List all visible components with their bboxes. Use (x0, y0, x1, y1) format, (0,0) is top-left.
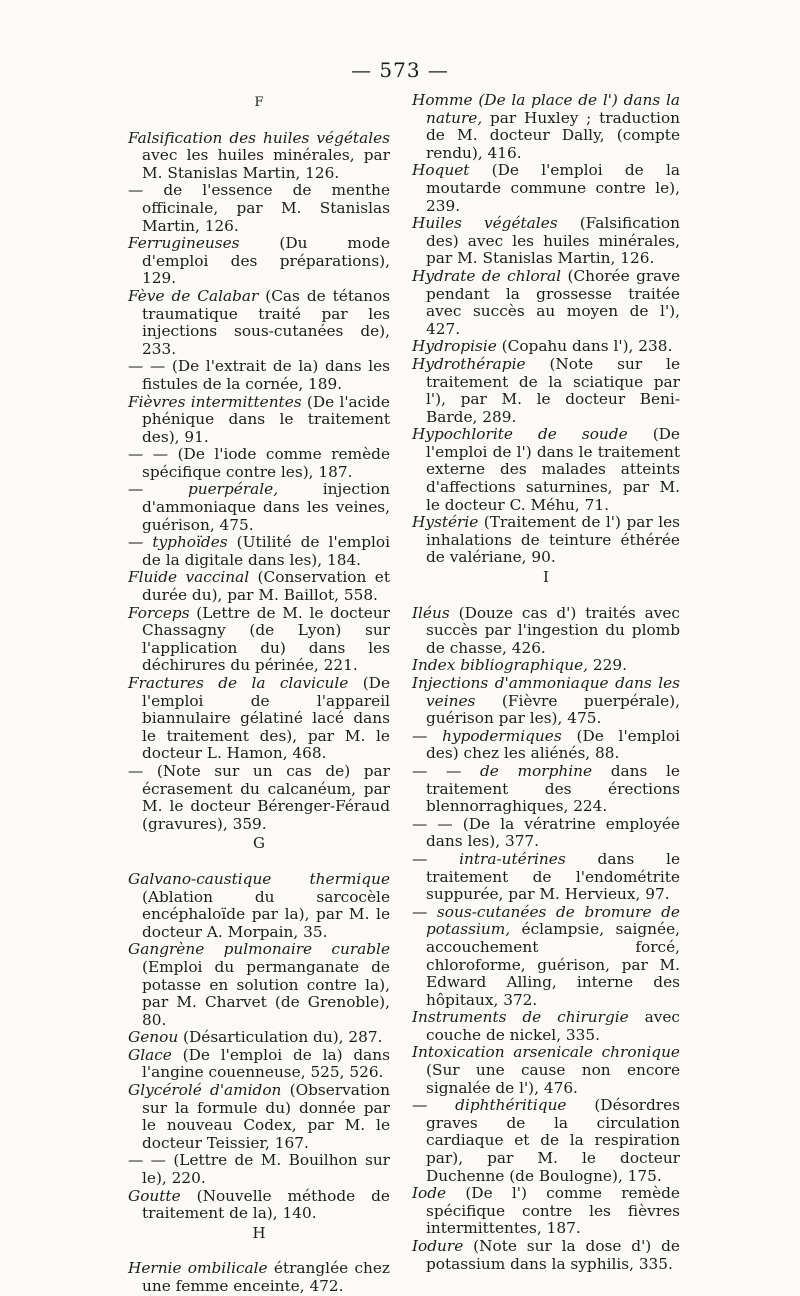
index-entry (128, 675, 390, 763)
index-entry (128, 1082, 390, 1152)
index-column-left (128, 92, 390, 1296)
entry-text: — — (De l'extrait de la) dans les fistules de la cornée, 189. (128, 357, 390, 393)
entry-text: avec couche de nickel, 335. (426, 1008, 680, 1044)
entry-term: Hydrothérapie (412, 354, 526, 373)
entry-text: étranglée chez une femme enceinte, 472. (142, 1259, 390, 1295)
index-entry (128, 605, 390, 675)
entry-term: — puerpérale, (128, 480, 279, 499)
section-letter: H (252, 1223, 266, 1242)
index-entry (412, 162, 680, 215)
entry-text: (Falsification des) avec les huiles minérales, par M. Stanislas Martin, 126. (426, 214, 680, 268)
entry-term: Huiles végétales (412, 214, 558, 233)
entry-text: (De l'emploi de la) dans l'angine couenneuse, 525, 526. (142, 1045, 390, 1082)
entry-term: Intoxication arsenicale chronique (412, 1043, 680, 1062)
entry-term: Hypochlorite de soude (412, 425, 628, 444)
entry-term: Genou (128, 1028, 179, 1047)
index-entry (412, 1009, 680, 1044)
entry-text: (Douze cas d') traités avec succès par l'ingestion du plomb de chasse, 426. (426, 603, 680, 657)
page-number: — 573 — (351, 58, 449, 82)
entry-term: — sous-cutanées de bromure de potassium, (412, 902, 680, 939)
index-entry (128, 130, 390, 183)
index-entry (412, 426, 680, 514)
entry-term: Hoquet (412, 161, 470, 180)
section-letter: F (254, 95, 264, 110)
entry-term: Iléus (412, 603, 450, 622)
entry-term: Injections d'ammoniaque dans les veines (412, 674, 680, 710)
entry-term: Hydrate de chloral (412, 266, 562, 285)
index-entry (412, 1238, 680, 1273)
entry-text: (Ablation du sarcocèle encéphaloïde par la), par M. le docteur A. Morpain, 35. (142, 887, 390, 941)
entry-term: Ferrugineuses (128, 234, 240, 253)
index-entry (128, 1260, 390, 1295)
index-entry (412, 338, 680, 356)
entry-text: (Conservation et durée du), par M. Baillot, 558. (142, 568, 390, 605)
index-entry (412, 356, 680, 426)
entry-term: Forceps (128, 603, 190, 622)
index-entry (412, 904, 680, 1010)
entry-text: (Traitement de l') par les inhalations de teinture éthérée de valériane, 90. (426, 513, 680, 567)
index-entry (128, 182, 390, 235)
entry-term: Galvano-caustique thermique (128, 869, 390, 888)
entry-term: Instruments de chirurgie (412, 1008, 629, 1027)
section-letter: G (253, 834, 265, 853)
entry-text: — de l'essence de menthe officinale, par M. Stanislas Martin, 126. (128, 181, 390, 235)
entry-term: Falsification des huiles végétales (128, 128, 390, 147)
index-entry (128, 481, 390, 534)
entry-text: par Huxley ; traduction de M. docteur Dally, (compte rendu), 416. (426, 108, 680, 162)
entry-term: Iodure (412, 1237, 464, 1255)
entry-text: éclampsie, saignée, accouchement forcé, chloroforme, guérison, par M. Edward Alling, interne des hôpitaux, 372. (426, 920, 680, 1009)
index-entry (128, 1152, 390, 1187)
index-entry (412, 1044, 680, 1097)
index-entry (128, 1047, 390, 1082)
entry-term: Goutte (128, 1186, 181, 1205)
entry-text: (Copahu dans l'), 238. (496, 337, 673, 356)
entry-text: injection d'ammoniaque dans les veines, guérison, 475. (142, 480, 390, 534)
entry-text: (Emploi du permanganate de potasse en solution contre la), par M. Charvet (de Grenoble), 80. (142, 957, 390, 1029)
entry-text: — — (De la vératrine employée dans les), 377. (412, 814, 680, 851)
entry-text: (Lettre de M. le docteur Chassagny (de Lyon) sur l'application du) dans les déchirures du périnée, 221. (142, 603, 390, 675)
index-entry (128, 871, 390, 941)
entry-text: (Désarticulation du), 287. (178, 1028, 383, 1047)
entry-text: — — (Lettre de M. Bouilhon sur le), 220. (128, 1151, 390, 1188)
entry-text: (De l'emploi de l'appareil biannulaire gélatiné lacé dans le traitement des), par M. le docteur L. Hamon, 468. (142, 674, 390, 763)
index-entry (412, 763, 680, 816)
entry-term: Fève de Calabar (128, 286, 259, 305)
index-entry (412, 816, 680, 851)
entry-term: Index bibliographique, (412, 656, 589, 675)
entry-text: (Sur une cause non encore signalée de l'), 476. (426, 1061, 680, 1097)
entry-text: (De l'emploi de l') dans le traitement externe des malades atteints d'affections saturnines, par M. le docteur C. Méhu, 71. (426, 425, 680, 514)
entry-term: — diphthéritique (412, 1096, 567, 1115)
index-entry (412, 675, 680, 728)
entry-text: (Fièvre puerpérale), guérison par les), 475. (426, 691, 680, 728)
entry-term: — typhoïdes (128, 533, 228, 552)
entry-term: Hystérie (412, 513, 479, 532)
entry-text: (Observation sur la formule du) donnée par le nouveau Codex, par M. le docteur Teissier, 167. (142, 1081, 390, 1152)
entry-text: (Cas de tétanos traumatique traité par les injections sous-cutanées de), 233. (142, 286, 390, 358)
entry-text: avec les huiles minérales, par M. Stanislas Martin, 126. (142, 146, 390, 182)
index-entry (412, 851, 680, 904)
entry-text: (Du mode d'emploi des préparations), 129. (142, 234, 390, 288)
section-letter: I (543, 568, 549, 587)
index-entry (128, 1029, 390, 1047)
index-entry (412, 605, 680, 658)
entry-term: Gangrène pulmonaire curable (128, 940, 390, 959)
index-entry (412, 728, 680, 763)
index-entry (412, 514, 680, 567)
entry-text: (De l'emploi des) chez les aliénés, 88. (426, 726, 680, 763)
entry-text: — (Note sur un cas de) par écrasement du calcanéum, par M. le docteur Bérenger-Féraud (gravures), 359. (128, 761, 390, 833)
entry-term: — intra-utérines (412, 849, 566, 868)
entry-term: Fièvres intermittentes (128, 392, 302, 411)
entry-term: Glycérolé d'amidon (128, 1081, 282, 1100)
entry-text: (Chorée grave pendant la grossesse traitée avec succès au moyen de l'), 427. (426, 266, 680, 338)
index-entry (412, 1097, 680, 1185)
entry-term: Hernie ombilicale (128, 1259, 268, 1278)
entry-text: (De l') comme remède spécifique contre les fièvres intermittentes, 187. (426, 1184, 680, 1238)
index-entry (128, 446, 390, 481)
index-entry (128, 763, 390, 833)
index-entry (128, 534, 390, 569)
entry-text: dans le traitement des érections blennorraghiques, 224. (426, 761, 680, 816)
entry-term: Fractures de la clavicule (128, 674, 349, 692)
entry-text: dans le traitement de l'endométrite suppurée, par M. Hervieux, 97. (426, 849, 680, 904)
index-entry (412, 268, 680, 338)
entry-text: (De l'acide phénique dans le traitement des), 91. (142, 392, 390, 446)
entry-text: — — (De l'iode comme remède spécifique contre les), 187. (128, 445, 390, 481)
index-entry (128, 235, 390, 288)
entry-term: Iode (412, 1184, 447, 1203)
index-entry (412, 215, 680, 268)
entry-text: 229. (588, 656, 627, 675)
entry-text: (Note sur le traitement de la sciatique par l'), par M. le docteur Beni-Barde, 289. (426, 354, 680, 426)
entry-text: (De l'emploi de la moutarde commune contre le), 239. (426, 161, 680, 215)
index-entry (128, 394, 390, 447)
index-entry (412, 92, 680, 162)
index-entry (412, 1185, 680, 1238)
index-column-right (412, 92, 680, 1273)
entry-term: Hydropisie (412, 337, 497, 356)
entry-term: — hypodermiques (412, 726, 562, 745)
index-entry (128, 569, 390, 604)
index-entry (128, 358, 390, 393)
index-entry (128, 1188, 390, 1223)
entry-term: Homme (De la place de l') dans la nature, (412, 91, 680, 127)
entry-text: (Désordres graves de la circulation cardiaque et de la respiration par), par M. le docteur Duchenne (de Boulogne), 175. (426, 1096, 681, 1185)
entry-text: (Nouvelle méthode de traitement de la), 140. (142, 1186, 390, 1223)
index-entry (128, 288, 390, 358)
index-entry (412, 657, 680, 675)
entry-text: (Utilité de l'emploi de la digitale dans les), 184. (142, 533, 390, 569)
entry-term: Glace (128, 1045, 172, 1064)
entry-text: (Note sur la dose d') de potassium dans la syphilis, 335. (426, 1237, 680, 1273)
index-entry (128, 941, 390, 1029)
entry-term: Fluide vaccinal (128, 568, 250, 587)
entry-term: — — de morphine (412, 761, 593, 780)
